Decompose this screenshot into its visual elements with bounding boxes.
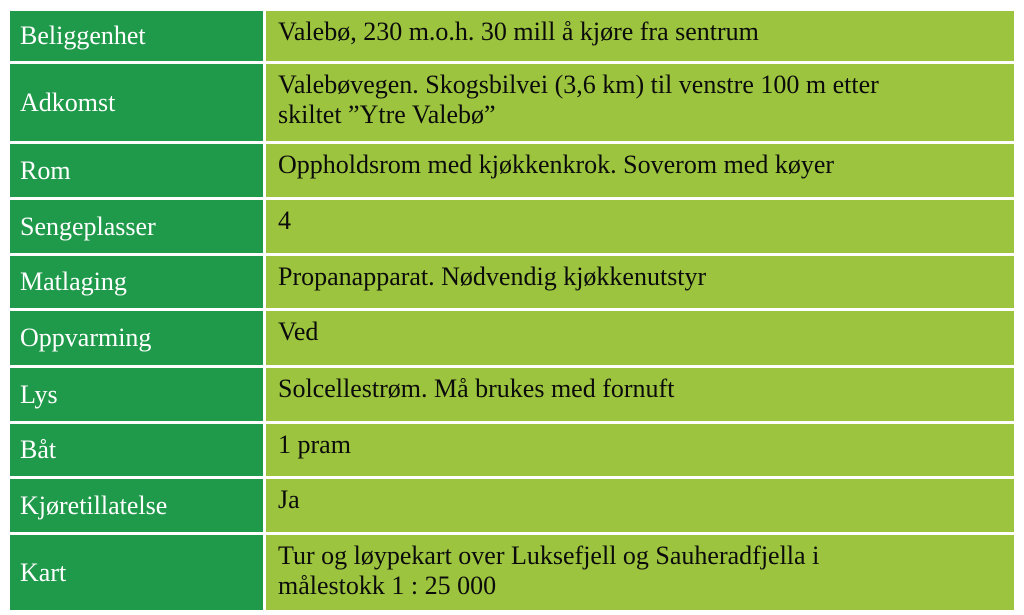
table-row xyxy=(9,63,1016,143)
row-value-matlaging: Propanapparat. Nødvendig kjøkkenutstyr xyxy=(265,255,1016,310)
table-row xyxy=(9,423,1016,478)
row-value-adkomst xyxy=(265,63,1016,143)
info-table xyxy=(7,8,1017,613)
table-row xyxy=(9,255,1016,310)
row-label-kjoretillatelse: Kjøretillatelse xyxy=(9,478,265,534)
row-label-adkomst: Adkomst xyxy=(9,63,265,143)
table-row xyxy=(9,199,1016,255)
row-value-rom: Oppholdsrom med kjøkkenkrok. Soverom med køyer xyxy=(265,143,1016,199)
table-row xyxy=(9,310,1016,367)
row-label-rom: Rom xyxy=(9,143,265,199)
row-label-sengeplasser: Sengeplasser xyxy=(9,199,265,255)
row-value-kart-line1: Tur og løypekart over Luksefjell og Sauheradfjella i xyxy=(278,541,820,570)
row-value-kart xyxy=(265,534,1016,612)
row-value-oppvarming: Ved xyxy=(265,310,1016,367)
row-value-kjoretillatelse: Ja xyxy=(265,478,1016,534)
row-value-beliggenhet: Valebø, 230 m.o.h. 30 mill å kjøre fra sentrum xyxy=(265,10,1016,63)
row-label-beliggenhet: Beliggenhet xyxy=(9,10,265,63)
row-label-oppvarming: Oppvarming xyxy=(9,310,265,367)
row-label-lys: Lys xyxy=(9,367,265,423)
row-label-bat: Båt xyxy=(9,423,265,478)
row-label-kart: Kart xyxy=(9,534,265,612)
row-label-matlaging: Matlaging xyxy=(9,255,265,310)
row-value-sengeplasser: 4 xyxy=(265,199,1016,255)
row-value-adkomst-line1: Valebøvegen. Skogsbilvei (3,6 km) til venstre 100 m etter xyxy=(278,70,879,99)
table-row xyxy=(9,478,1016,534)
table-row xyxy=(9,143,1016,199)
table-row xyxy=(9,10,1016,63)
row-value-bat: 1 pram xyxy=(265,423,1016,478)
row-value-lys: Solcellestrøm. Må brukes med fornuft xyxy=(265,367,1016,423)
row-value-kart-line2: målestokk 1 : 25 000 xyxy=(278,571,497,600)
table-row xyxy=(9,534,1016,612)
row-value-adkomst-line2: skiltet ”Ytre Valebø” xyxy=(278,100,496,129)
table-row xyxy=(9,367,1016,423)
cabin-info-table xyxy=(6,7,1018,609)
